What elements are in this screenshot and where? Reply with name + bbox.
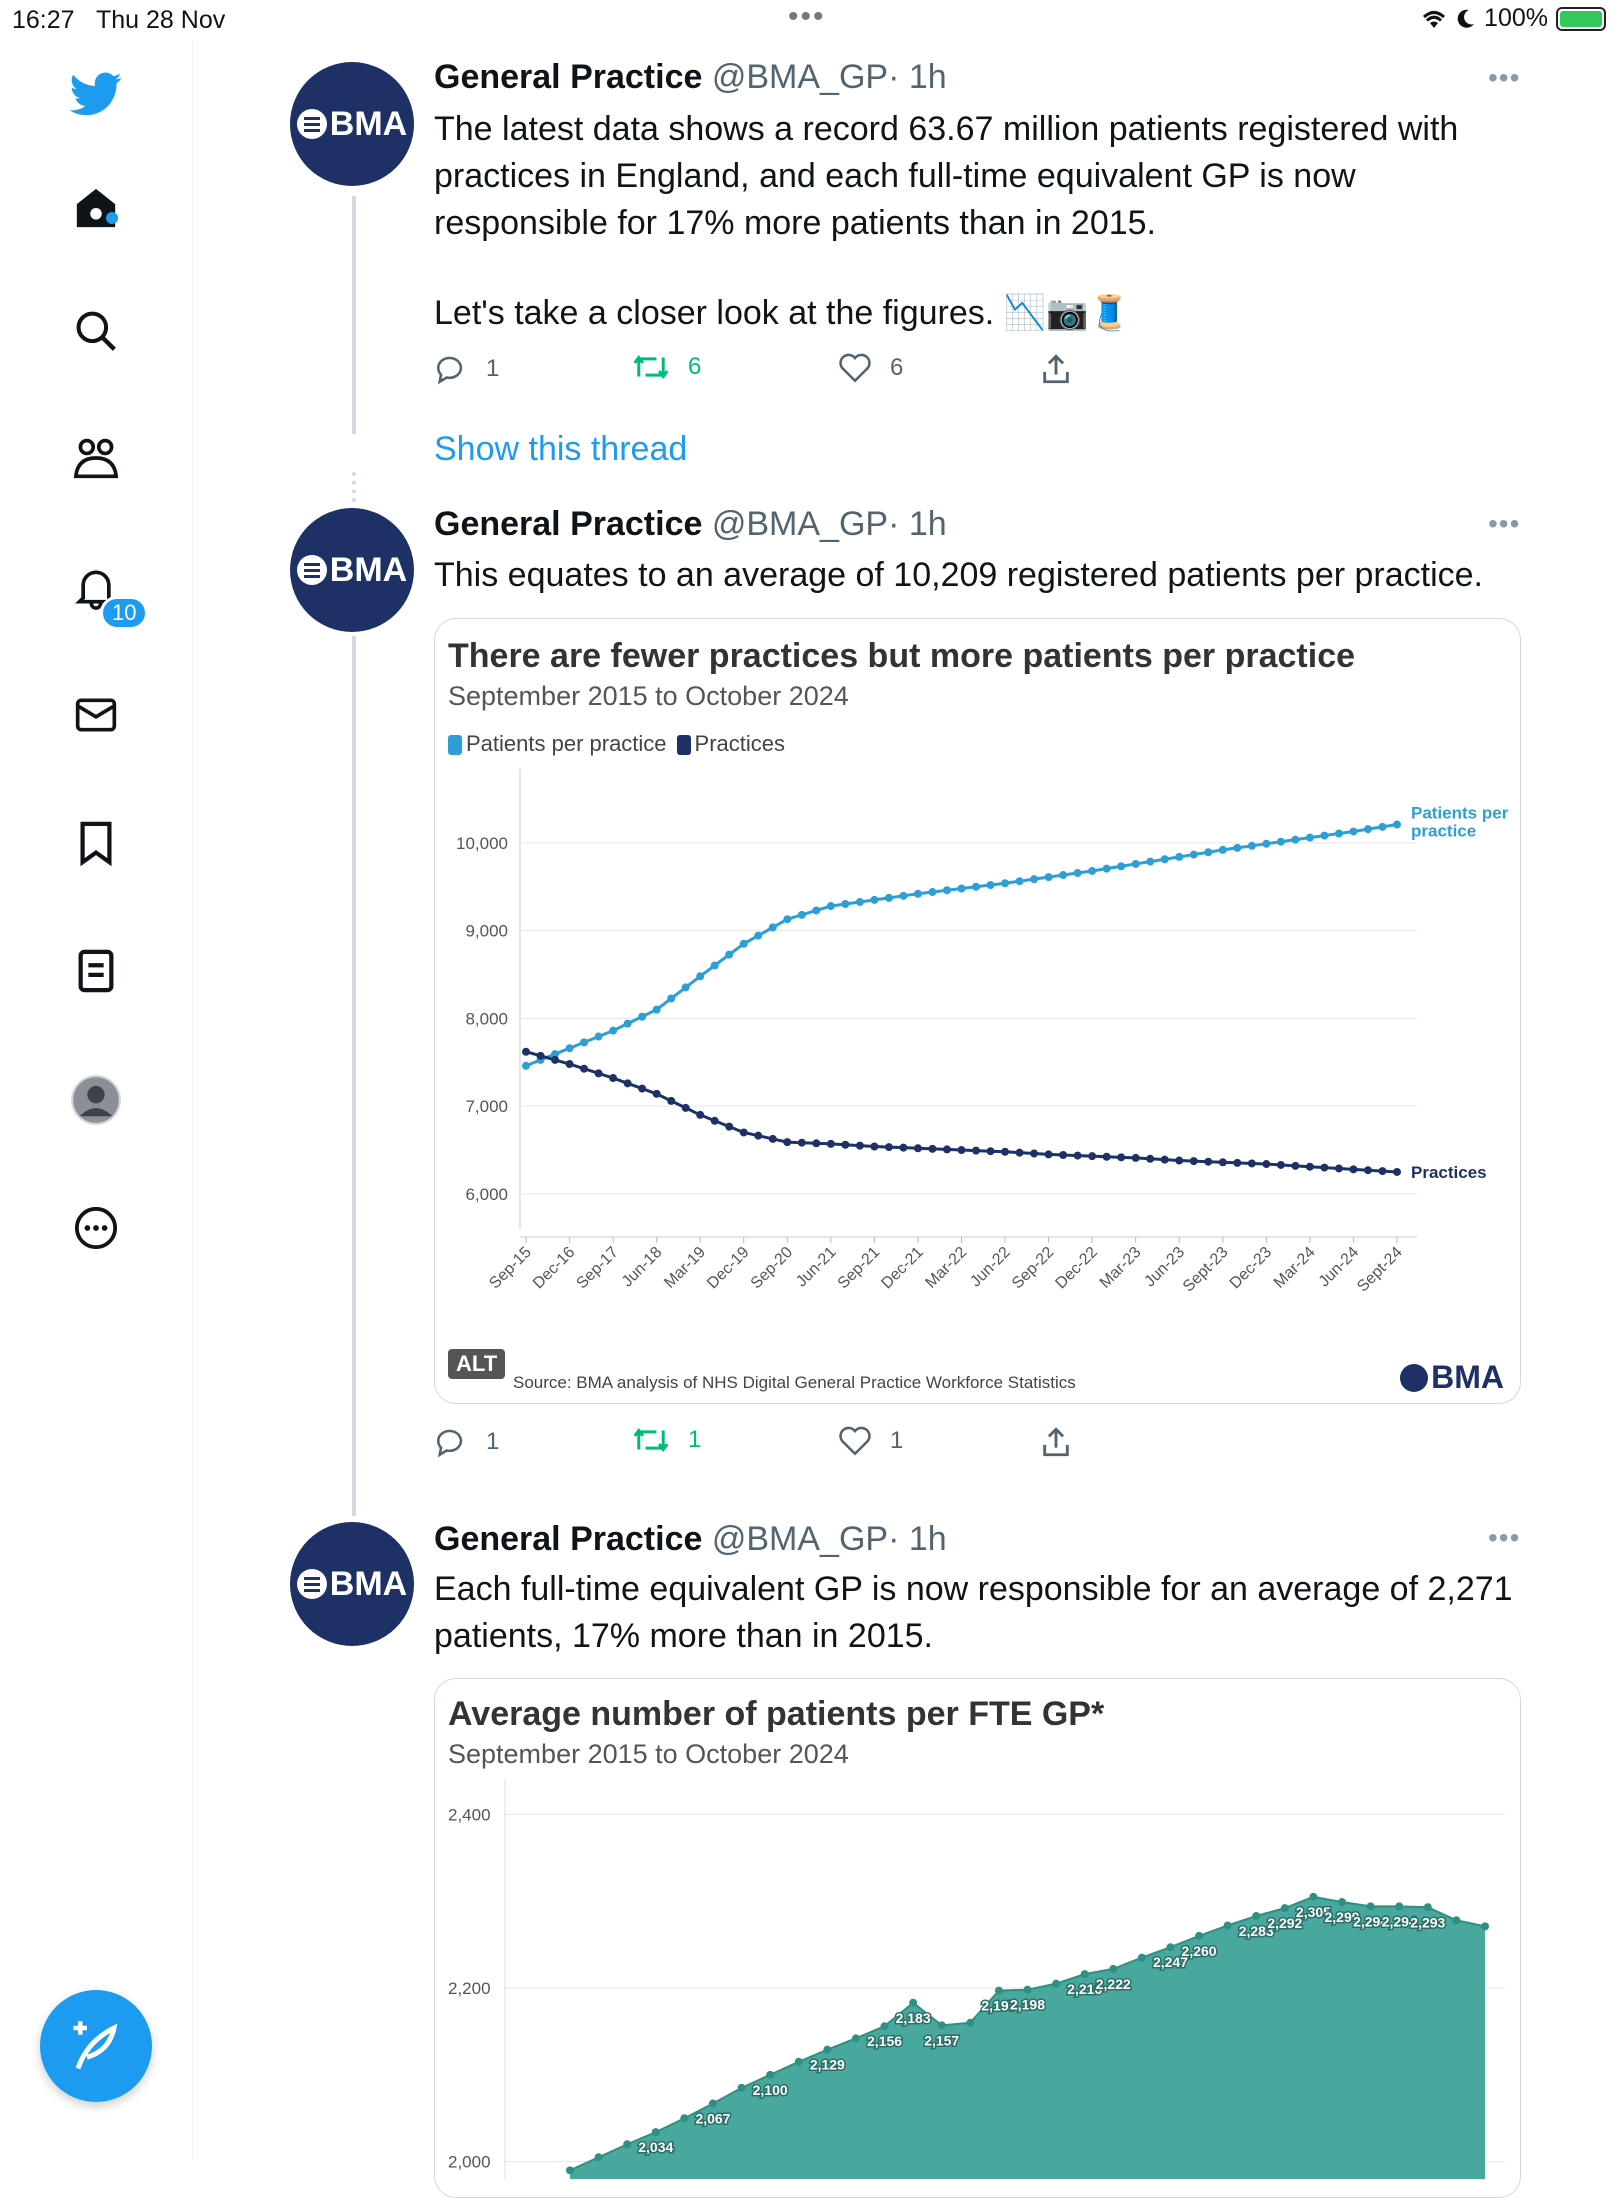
data-point [1349, 1165, 1357, 1173]
wifi-icon [1420, 8, 1448, 30]
data-point [870, 896, 878, 904]
chart-subtitle: September 2015 to October 2024 [448, 1739, 849, 1769]
data-point [1306, 834, 1314, 842]
data-point [1117, 862, 1125, 870]
retweet-icon [632, 1425, 670, 1455]
data-point [1132, 860, 1140, 868]
x-tick-label: Mar-23 [1096, 1243, 1145, 1292]
data-point [740, 1128, 748, 1136]
data-point [1161, 1156, 1169, 1164]
data-point [1252, 1912, 1260, 1920]
data-point [725, 951, 733, 959]
data-point [595, 2153, 603, 2161]
data-label: 2,292 [1267, 1915, 1303, 1932]
x-tick-label: Mar-24 [1270, 1243, 1319, 1292]
data-point [609, 1074, 617, 1082]
chart-subtitle: September 2015 to October 2024 [448, 681, 849, 711]
data-label: 2,222 [1095, 1975, 1131, 1992]
retweet-button[interactable] [632, 352, 701, 382]
chart-legend [448, 731, 785, 757]
data-point [638, 1085, 646, 1093]
data-point [958, 885, 966, 893]
data-point [841, 900, 849, 908]
y-tick-label: 9,000 [465, 921, 508, 941]
thread-connector [352, 196, 356, 434]
data-point [1016, 877, 1024, 885]
bma-logo: BMA [1400, 1359, 1504, 1396]
data-point [1335, 1164, 1343, 1172]
data-point [623, 2140, 631, 2148]
show-thread-link[interactable]: Show this thread [434, 430, 688, 468]
retweet-button[interactable] [632, 1425, 701, 1455]
tweet-header [434, 505, 947, 544]
status-time: 16:27 [12, 6, 75, 34]
data-point [638, 1013, 646, 1021]
data-point [740, 940, 748, 948]
thread-gap-connector [352, 472, 356, 502]
x-tick-label: Sept-23 [1179, 1243, 1232, 1296]
data-point [1146, 858, 1154, 866]
data-label: 2,100 [752, 2081, 788, 2098]
data-point [1424, 1903, 1432, 1911]
data-point [914, 1144, 922, 1152]
like-count: 1 [890, 1427, 904, 1454]
x-tick-label: Dec-19 [704, 1243, 753, 1293]
data-point [1335, 830, 1343, 838]
data-point [823, 2046, 831, 2054]
data-point [943, 886, 951, 894]
data-point [711, 961, 719, 969]
data-point [566, 1044, 574, 1052]
bma-logo-icon [1400, 1364, 1428, 1392]
tweet-text: The latest data shows a record 63.67 million patients registered with practices in England, and each full-time equivalent GP is now responsible for 17% more patients than in 2015. [434, 110, 1459, 242]
data-point [1309, 1893, 1317, 1901]
data-point [899, 1144, 907, 1152]
data-point [1219, 1158, 1227, 1166]
data-point [754, 1132, 762, 1140]
home-icon[interactable] [68, 180, 124, 236]
data-point [1320, 832, 1328, 840]
data-label: 2,293 [1410, 1914, 1446, 1931]
x-tick-label: Sep-20 [747, 1243, 797, 1293]
messages-icon[interactable] [68, 687, 124, 743]
data-point [812, 1139, 820, 1147]
x-tick-label: Sep-22 [1008, 1243, 1058, 1293]
bma-logo-icon [297, 555, 327, 585]
y-tick-label: 6,000 [465, 1184, 508, 1204]
area-chart [435, 1779, 1521, 2179]
data-label: 2,294 [1353, 1913, 1389, 1930]
data-point [1109, 1965, 1117, 1973]
data-point [1291, 1162, 1299, 1170]
author-handle[interactable]: @BMA_GP [711, 1520, 889, 1558]
chart-title: There are fewer practices but more patients per practice [448, 637, 1356, 675]
data-point [1248, 842, 1256, 850]
data-point [566, 2166, 574, 2174]
tweet-header [434, 1520, 947, 1559]
status-bar [0, 0, 1620, 40]
x-tick-label: Jun-24 [1315, 1243, 1363, 1291]
data-point [1338, 1898, 1346, 1906]
battery-icon [1556, 7, 1606, 31]
data-point [966, 2019, 974, 2027]
like-button[interactable] [838, 1425, 903, 1457]
data-point [1364, 1166, 1372, 1174]
x-tick-label: Mar-22 [922, 1243, 971, 1292]
data-point [738, 2084, 746, 2092]
author-name[interactable]: General Practice [434, 505, 703, 543]
data-point [580, 1065, 588, 1073]
bma-logo-icon [297, 1569, 327, 1599]
data-point [1045, 1150, 1053, 1158]
data-point [958, 1146, 966, 1154]
data-point [696, 1111, 704, 1119]
data-point [1204, 848, 1212, 856]
legend-item: Patients per practice [466, 731, 667, 756]
data-point [1016, 1149, 1024, 1157]
data-point [1059, 871, 1067, 879]
y-tick-label: 8,000 [465, 1009, 508, 1029]
author-name[interactable]: General Practice [434, 58, 703, 96]
data-point [1277, 1161, 1285, 1169]
compose-tweet-button[interactable] [40, 1990, 152, 2102]
x-tick-label: Mar-19 [661, 1243, 710, 1292]
reply-count: 1 [486, 355, 500, 382]
x-tick-label: Sep-15 [486, 1243, 535, 1293]
series-end-label: Patients per [1411, 803, 1509, 823]
y-tick-label: 2,000 [448, 2152, 491, 2172]
data-point [1175, 1157, 1183, 1165]
tweet-image-chart-1[interactable] [434, 618, 1521, 1404]
area-fill [570, 1897, 1485, 2179]
moon-icon [1456, 8, 1476, 30]
data-point [1074, 1152, 1082, 1160]
twitter-logo-icon[interactable] [68, 68, 124, 124]
bookmarks-icon[interactable] [68, 815, 124, 871]
data-point [1378, 823, 1386, 831]
data-point [1059, 1151, 1067, 1159]
y-tick-label: 2,200 [448, 1979, 491, 1998]
data-point [1103, 865, 1111, 873]
data-point [609, 1027, 617, 1035]
data-label: 2,260 [1181, 1942, 1217, 1959]
data-point [624, 1020, 632, 1028]
share-icon [1040, 1425, 1072, 1459]
data-point [972, 883, 980, 891]
author-name[interactable]: General Practice [434, 1520, 703, 1558]
data-point [1024, 1986, 1032, 1994]
data-point [783, 1138, 791, 1146]
data-point [522, 1062, 530, 1070]
y-tick-label: 7,000 [465, 1097, 508, 1117]
data-point [1001, 1148, 1009, 1156]
tweet-more-icon[interactable]: ••• [1488, 508, 1521, 539]
reply-count: 1 [486, 1428, 500, 1455]
avatar[interactable]: BMA [290, 508, 414, 632]
y-tick-label: 2,400 [448, 1805, 491, 1825]
share-icon [1040, 352, 1072, 386]
data-point [1030, 1150, 1038, 1158]
data-point [856, 898, 864, 906]
data-point [928, 1145, 936, 1153]
series-line [526, 825, 1397, 1066]
data-label: 2,247 [1152, 1954, 1188, 1971]
data-point [1146, 1155, 1154, 1163]
data-point [1103, 1153, 1111, 1161]
author-handle[interactable]: @BMA_GP [711, 505, 889, 543]
data-point [624, 1079, 632, 1087]
bma-logo-icon [297, 109, 327, 139]
tweet-actions [434, 1425, 1074, 1465]
data-point [1378, 1167, 1386, 1175]
data-point [1088, 1152, 1096, 1160]
data-label: 2,157 [924, 2032, 960, 2049]
data-point [1277, 838, 1285, 846]
tweet-text: Each full-time equivalent GP is now responsible for an average of 2,271 patients, 17% more than in 2015. [434, 1570, 1513, 1655]
data-label: 2,299 [1324, 1909, 1360, 1926]
x-tick-label: Dec-16 [529, 1243, 579, 1293]
data-point [711, 1117, 719, 1125]
retweet-icon [632, 352, 670, 382]
data-point [812, 906, 820, 914]
data-point [1088, 867, 1096, 875]
data-point [1367, 1902, 1375, 1910]
data-point [766, 2071, 774, 2079]
data-point [522, 1048, 530, 1056]
data-point [914, 890, 922, 898]
author-handle[interactable]: @BMA_GP [711, 58, 889, 96]
more-options-icon[interactable] [68, 1200, 124, 1256]
x-tick-label: Dec-21 [878, 1243, 927, 1293]
tweet-more-icon[interactable]: ••• [1488, 1522, 1521, 1553]
data-point [1452, 1916, 1460, 1924]
data-point [827, 1140, 835, 1148]
communities-icon[interactable] [68, 430, 124, 486]
status-date: Thu 28 Nov [96, 6, 226, 34]
data-label: 2,198 [1009, 1996, 1046, 2013]
data-point [1195, 1932, 1203, 1940]
x-tick-label: Jun-18 [618, 1243, 666, 1291]
data-point [885, 894, 893, 902]
data-point [1233, 844, 1241, 852]
alt-badge[interactable]: ALT [448, 1349, 505, 1379]
data-point [696, 972, 704, 980]
reply-button[interactable] [434, 1425, 499, 1459]
x-tick-label: Sept-24 [1354, 1243, 1406, 1296]
data-point [1166, 1943, 1174, 1951]
data-point [972, 1147, 980, 1155]
data-point [709, 2099, 717, 2107]
lists-icon[interactable] [68, 943, 124, 999]
chart-title: Average number of patients per FTE GP* [448, 1695, 1105, 1733]
data-point [1001, 879, 1009, 887]
x-tick-label: Jun-22 [967, 1243, 1014, 1291]
heart-icon [838, 1425, 872, 1457]
data-point [566, 1060, 574, 1068]
data-point [852, 2034, 860, 2042]
tweet-time: · 1h [888, 505, 947, 543]
profile-avatar-icon[interactable] [68, 1072, 124, 1128]
data-point [652, 2128, 660, 2136]
data-point [1281, 1904, 1289, 1912]
data-point [798, 911, 806, 919]
data-point [1030, 875, 1038, 883]
data-point [1233, 1159, 1241, 1167]
data-point [1262, 840, 1270, 848]
heart-icon [838, 352, 872, 384]
data-label: 2,183 [895, 2009, 931, 2026]
avatar[interactable]: BMA [290, 62, 414, 186]
data-point [1175, 853, 1183, 861]
data-point [1349, 827, 1357, 835]
share-button[interactable] [1040, 1425, 1072, 1459]
notifications-badge: 10 [100, 596, 148, 630]
data-point [827, 902, 835, 910]
data-point [769, 1135, 777, 1143]
line-chart [435, 769, 1521, 1369]
data-point [1224, 1921, 1232, 1929]
data-label: 2,197 [981, 1997, 1017, 2014]
data-point [1204, 1158, 1212, 1166]
data-point [798, 1139, 806, 1147]
data-point [909, 1999, 917, 2007]
data-point [1117, 1153, 1125, 1161]
reply-icon [434, 352, 468, 386]
data-point [1190, 1157, 1198, 1165]
data-point [1320, 1164, 1328, 1172]
data-point [1395, 1902, 1403, 1910]
tweet-more-icon[interactable]: ••• [1488, 62, 1521, 93]
data-point [995, 1987, 1003, 1995]
data-point [928, 888, 936, 896]
data-point [1045, 873, 1053, 881]
multitask-dots-icon[interactable]: ••• [788, 0, 826, 33]
data-label: 2,283 [1238, 1922, 1274, 1939]
sidebar [0, 40, 193, 2160]
x-tick-label: Sep-21 [834, 1243, 884, 1293]
data-label: 2,294 [1381, 1913, 1417, 1930]
data-point [1248, 1159, 1256, 1167]
data-point [1052, 1980, 1060, 1988]
data-point [987, 881, 995, 889]
data-point [667, 994, 675, 1002]
data-point [943, 1145, 951, 1153]
data-point [795, 2058, 803, 2066]
home-unread-dot [106, 212, 118, 224]
x-tick-label: Jun-23 [1141, 1243, 1189, 1291]
tweet-time: · 1h [888, 1520, 947, 1558]
data-point [1393, 821, 1401, 829]
data-point [595, 1069, 603, 1077]
reply-icon [434, 1425, 468, 1459]
data-point [667, 1097, 675, 1105]
data-label: 2,067 [695, 2110, 731, 2127]
data-point [938, 2021, 946, 2029]
data-point [870, 1143, 878, 1151]
data-point [653, 1090, 661, 1098]
data-point [783, 915, 791, 923]
data-point [754, 932, 762, 940]
tweet-text: This equates to an average of 10,209 registered patients per practice. [434, 556, 1483, 594]
data-point [580, 1038, 588, 1046]
like-count: 6 [890, 354, 904, 381]
data-point [537, 1052, 545, 1060]
tweet-actions [434, 352, 1074, 392]
data-point [1074, 869, 1082, 877]
data-label: 2,034 [638, 2139, 674, 2156]
data-point [1306, 1163, 1314, 1171]
share-button[interactable] [1040, 352, 1072, 386]
tweet-time: · 1h [888, 58, 947, 96]
data-point [881, 2022, 889, 2030]
data-point [551, 1056, 559, 1064]
tweet-image-chart-2[interactable] [434, 1678, 1521, 2198]
data-point [899, 892, 907, 900]
data-point [1132, 1154, 1140, 1162]
x-tick-label: Sep-17 [573, 1243, 622, 1293]
tweet-header [434, 58, 947, 97]
retweet-count: 6 [688, 353, 702, 380]
data-label: 2,305 [1295, 1903, 1331, 1920]
x-tick-label: Dec-23 [1226, 1243, 1276, 1293]
x-tick-label: Dec-22 [1052, 1243, 1101, 1293]
data-point [595, 1033, 603, 1041]
data-label: 2,156 [867, 2033, 903, 2050]
data-point [1291, 836, 1299, 844]
data-point [1364, 825, 1372, 833]
series-end-label: Practices [1411, 1162, 1487, 1182]
retweet-count: 1 [688, 1426, 702, 1453]
reply-button[interactable] [434, 352, 499, 386]
data-point [856, 1142, 864, 1150]
data-point [841, 1141, 849, 1149]
data-label: 2,129 [809, 2056, 845, 2073]
data-point [653, 1006, 661, 1014]
data-point [1081, 1970, 1089, 1978]
data-point [987, 1147, 995, 1155]
data-point [725, 1123, 733, 1131]
x-tick-label: Jun-21 [793, 1243, 840, 1291]
data-point [682, 1104, 690, 1112]
y-tick-label: 10,000 [456, 833, 508, 853]
chart-source: Source: BMA analysis of NHS Digital General Practice Workforce Statistics [513, 1373, 1076, 1392]
tweet-text: Let's take a closer look at the figures. 📉📷🧵 [434, 294, 1131, 332]
thread-connector [352, 636, 356, 1516]
data-point [1161, 855, 1169, 863]
legend-item: Practices [694, 731, 786, 756]
data-label: 2,216 [1067, 1981, 1103, 1998]
data-point [885, 1143, 893, 1151]
data-point [1138, 1954, 1146, 1962]
search-icon[interactable] [68, 303, 124, 359]
data-point [1262, 1160, 1270, 1168]
data-point [1219, 846, 1227, 854]
data-point [682, 983, 690, 991]
data-point [1190, 851, 1198, 859]
like-button[interactable] [838, 352, 903, 384]
avatar[interactable]: BMA [290, 1522, 414, 1646]
data-point [1481, 1922, 1489, 1930]
data-point [1393, 1168, 1401, 1176]
data-point [680, 2114, 688, 2122]
compose-feather-icon [69, 2019, 123, 2073]
series-end-label: practice [1411, 821, 1477, 841]
battery-percent: 100% [1484, 4, 1548, 32]
data-point [769, 923, 777, 931]
status-right [1420, 4, 1606, 33]
